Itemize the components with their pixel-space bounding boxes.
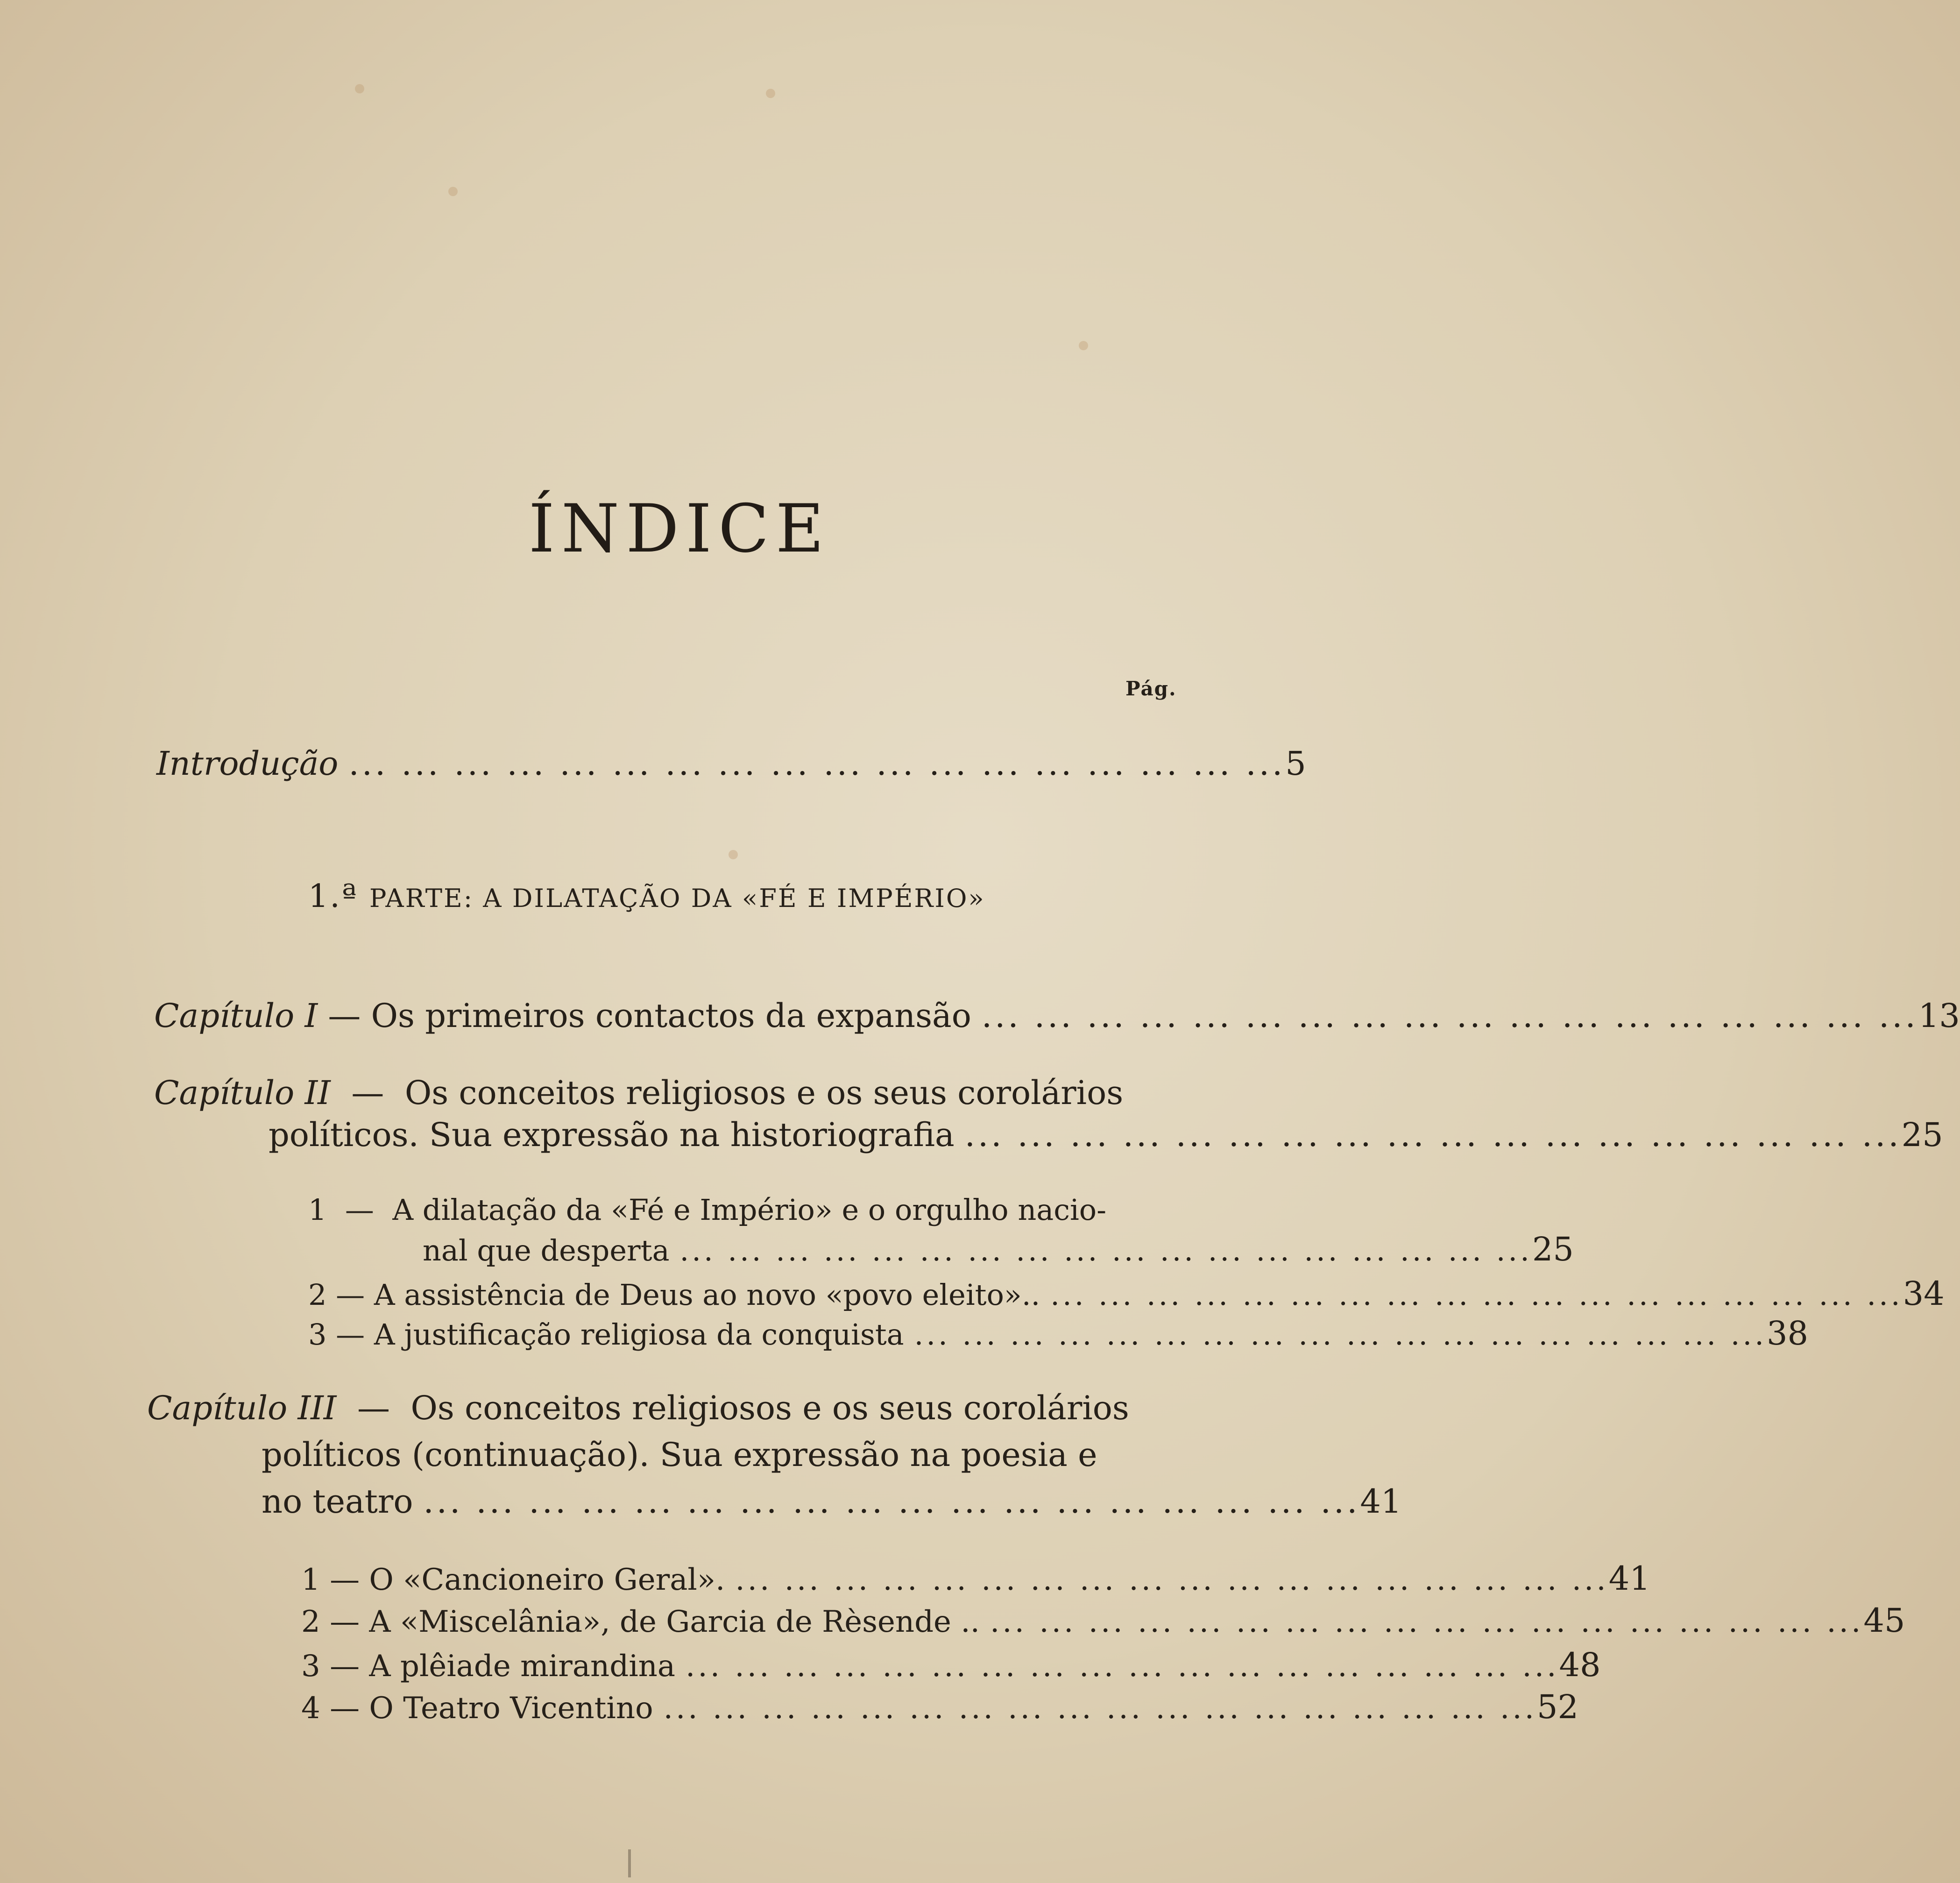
toc-entry-chapter-3-line3	[262, 1482, 1402, 1521]
page-number: 25	[1532, 1230, 1574, 1268]
toc-entry-chapter-1: Capítulo I — Os primeiros contactos da expansão ... ... ... ... ... ... ... ... ... ... ... ... ... ... ... ... ... ... 13	[154, 997, 1960, 1035]
page-number: 41	[1608, 1559, 1650, 1598]
section-number: 2	[301, 1605, 320, 1639]
page-number: 52	[1537, 1688, 1579, 1726]
chapter-title-line3: no teatro	[262, 1482, 413, 1521]
page-number: 48	[1559, 1646, 1601, 1684]
dot-leader: ... ... ... ... ... ... ... ... ... ... ... ... ... ... ... ... ... ...	[735, 1563, 1609, 1597]
toc-section-3-1: 1 — O «Cancioneiro Geral». ... ... ... ... ... ... ... ... ... ... ... ... ... ... ... ... ... ... 41	[301, 1559, 1650, 1598]
toc-entry-chapter-3-line2	[262, 1436, 1097, 1474]
dot-leader: ... ... ... ... ... ... ... ... ... ... ... ... ... ... ... ... ... ...	[981, 997, 1918, 1035]
toc-entry-chapter-2-cont	[269, 1116, 1943, 1154]
dot-leader: ... ... ... ... ... ... ... ... ... ... ... ... ... ... ... ... ... ...	[663, 1691, 1537, 1726]
chapter-title-line1: Os conceitos religiosos e os seus corolários	[410, 1389, 1129, 1427]
chapter-label: Capítulo III	[147, 1389, 337, 1427]
toc-section-2-1: 1 — A dilatação da «Fé e Império» e o orgulho nacio-	[308, 1193, 1107, 1227]
section-number: 3	[308, 1317, 327, 1352]
chapter-title-line2: políticos. Sua expressão na historiografia	[269, 1116, 955, 1154]
chapter-label: Capítulo I	[154, 997, 318, 1035]
page-number: 25	[1901, 1116, 1943, 1154]
part-word: PARTE	[369, 884, 464, 913]
foxing-spot	[766, 89, 775, 98]
page-number: 13	[1918, 997, 1960, 1035]
dot-leader: ... ... ... ... ... ... ... ... ... ... ... ... ... ... ... ... ... ...	[423, 1482, 1360, 1521]
dot-leader: ... ... ... ... ... ... ... ... ... ... ... ... ... ... ... ... ... ...	[348, 744, 1286, 783]
dot-leader: ... ... ... ... ... ... ... ... ... ... ... ... ... ... ... ... ... ...	[990, 1605, 1864, 1639]
toc-section-3-2: 2 — A «Miscelânia», de Garcia de Rèsende .. ... ... ... ... ... ... ... ... ... ... ... ... ... ... ... ... ... ... 45	[301, 1601, 1905, 1640]
section-title: A assistência de Deus ao novo «povo eleito»..	[374, 1278, 1040, 1312]
chapter-title: Os primeiros contactos da expansão	[371, 997, 971, 1035]
section-number: 1	[308, 1193, 327, 1227]
chapter-title-line2: políticos (continuação). Sua expressão na poesia e	[262, 1436, 1097, 1474]
chapter-title-line1: Os conceitos religiosos e os seus corolários	[404, 1074, 1124, 1112]
section-title: A «Miscelânia», de Garcia de Rèsende ..	[369, 1605, 980, 1639]
section-number: 3	[301, 1649, 320, 1684]
toc-section-3-3: 3 — A plêiade mirandina ... ... ... ... ... ... ... ... ... ... ... ... ... ... ... ... ... ... 48	[301, 1646, 1601, 1684]
part-heading	[308, 878, 985, 915]
dot-leader: ... ... ... ... ... ... ... ... ... ... ... ... ... ... ... ... ... ...	[914, 1317, 1767, 1352]
page-title: ÍNDICE	[528, 490, 831, 568]
section-title: A plêiade mirandina	[369, 1649, 676, 1684]
foxing-spot	[729, 850, 738, 859]
toc-entry-chapter-3: Capítulo III — Os conceitos religiosos e os seus corolários	[147, 1389, 1129, 1427]
dot-leader: ... ... ... ... ... ... ... ... ... ... ... ... ... ... ... ... ... ...	[686, 1649, 1559, 1684]
toc-entry-introduction	[156, 744, 1306, 783]
toc-section-2-1-cont	[423, 1230, 1574, 1268]
page-number: 45	[1863, 1601, 1905, 1640]
section-title: A justificação religiosa da conquista	[374, 1317, 904, 1352]
dot-leader: ... ... ... ... ... ... ... ... ... ... ... ... ... ... ... ... ... ...	[1050, 1278, 1903, 1312]
section-number: 4	[301, 1691, 320, 1726]
chapter-label: Capítulo II	[154, 1074, 331, 1112]
toc-section-3-4: 4 — O Teatro Vicentino ... ... ... ... ... ... ... ... ... ... ... ... ... ... ... ... ... ... 52	[301, 1688, 1579, 1726]
foxing-spot	[355, 84, 364, 93]
section-title: O «Cancioneiro Geral».	[369, 1563, 725, 1597]
page-column-header: Pág.	[1125, 677, 1177, 700]
part-number: 1.ª	[308, 878, 358, 915]
page-number: 34	[1903, 1274, 1945, 1313]
section-number: 1	[301, 1563, 320, 1597]
toc-section-2-2: 2 — A assistência de Deus ao novo «povo eleito».. ... ... ... ... ... ... ... ... ... ... ... ... ... ... ... ... ... ... 34	[308, 1274, 1945, 1313]
toc-section-2-3: 3 — A justificação religiosa da conquista ... ... ... ... ... ... ... ... ... ... ... ... ... ... ... ... ... ... 38	[308, 1314, 1809, 1352]
section-title-line2: nal que desperta	[423, 1233, 670, 1267]
page-number: 38	[1766, 1314, 1809, 1352]
toc-entry-chapter-2: Capítulo II — Os conceitos religiosos e os seus corolários	[154, 1074, 1124, 1112]
foxing-spot	[448, 187, 458, 196]
section-title-line1: A dilatação da «Fé e Império» e o orgulho nacio-	[392, 1193, 1107, 1227]
page-crease-mark	[628, 1849, 631, 1877]
section-title: O Teatro Vicentino	[369, 1691, 653, 1726]
dot-leader: ... ... ... ... ... ... ... ... ... ... ... ... ... ... ... ... ... ...	[679, 1233, 1532, 1267]
page-number: 5	[1285, 744, 1306, 783]
dot-leader: ... ... ... ... ... ... ... ... ... ... ... ... ... ... ... ... ... ...	[964, 1116, 1902, 1154]
page-number: 41	[1360, 1482, 1402, 1521]
foxing-spot	[1079, 341, 1088, 350]
part-title: : A DILATAÇÃO DA «FÉ E IMPÉRIO»	[463, 884, 985, 913]
introduction-label: Introdução	[156, 744, 339, 783]
section-number: 2	[308, 1278, 327, 1312]
